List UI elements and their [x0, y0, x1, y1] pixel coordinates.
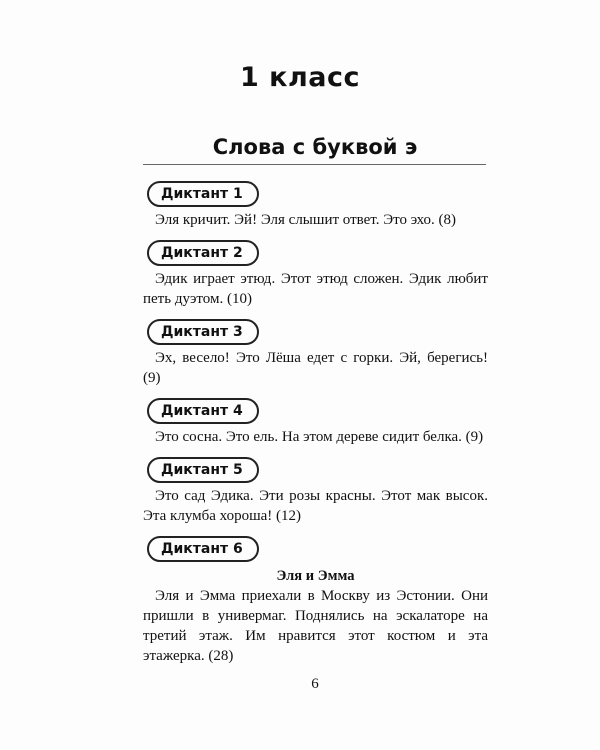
section-title: Слова с буквой э: [212, 135, 418, 159]
dictation-4: [143, 398, 488, 447]
dictation-5: [143, 457, 488, 526]
dictation-1: [143, 181, 488, 230]
dictation-text: Эх, весело! Это Лёша едет с горки. Эй, берегись! (9): [143, 350, 488, 386]
dictation-text: Эдик играет этюд. Этот этюд сложен. Эдик любит петь дуэтом. (10): [143, 271, 488, 307]
dictation-text: Эля и Эмма приехали в Москву из Эстонии. Они пришли в универмаг. Поднялись на эскалаторе на третий этаж. Им нравится этот костюм и эта этажерка. (28): [143, 588, 488, 664]
dictation-label-badge: Диктант 2: [147, 240, 259, 266]
dictation-label-badge: Диктант 4: [147, 398, 259, 424]
dictation-text: Это сад Эдика. Эти розы красны. Этот мак высок. Эта клумба хороша! (12): [143, 488, 488, 524]
dictation-title: Эля и Эмма: [276, 568, 355, 584]
dictation-2: [143, 240, 488, 309]
dictation-3: [143, 319, 488, 388]
dictation-text: Эля кричит. Эй! Эля слышит ответ. Это эхо. (8): [155, 212, 456, 228]
section-divider: [143, 164, 486, 165]
dictation-label-badge: Диктант 5: [147, 457, 259, 483]
dictation-label-badge: Диктант 3: [147, 319, 259, 345]
dictation-label-badge: Диктант 1: [147, 181, 259, 207]
page-number: 6: [311, 676, 319, 692]
dictation-text: Это сосна. Это ель. На этом дереве сидит белка. (9): [155, 429, 484, 445]
dictation-6: [143, 536, 488, 666]
grade-title: 1 класс: [239, 62, 361, 93]
dictations-list: [143, 181, 488, 676]
dictation-label-badge: Диктант 6: [147, 536, 259, 562]
